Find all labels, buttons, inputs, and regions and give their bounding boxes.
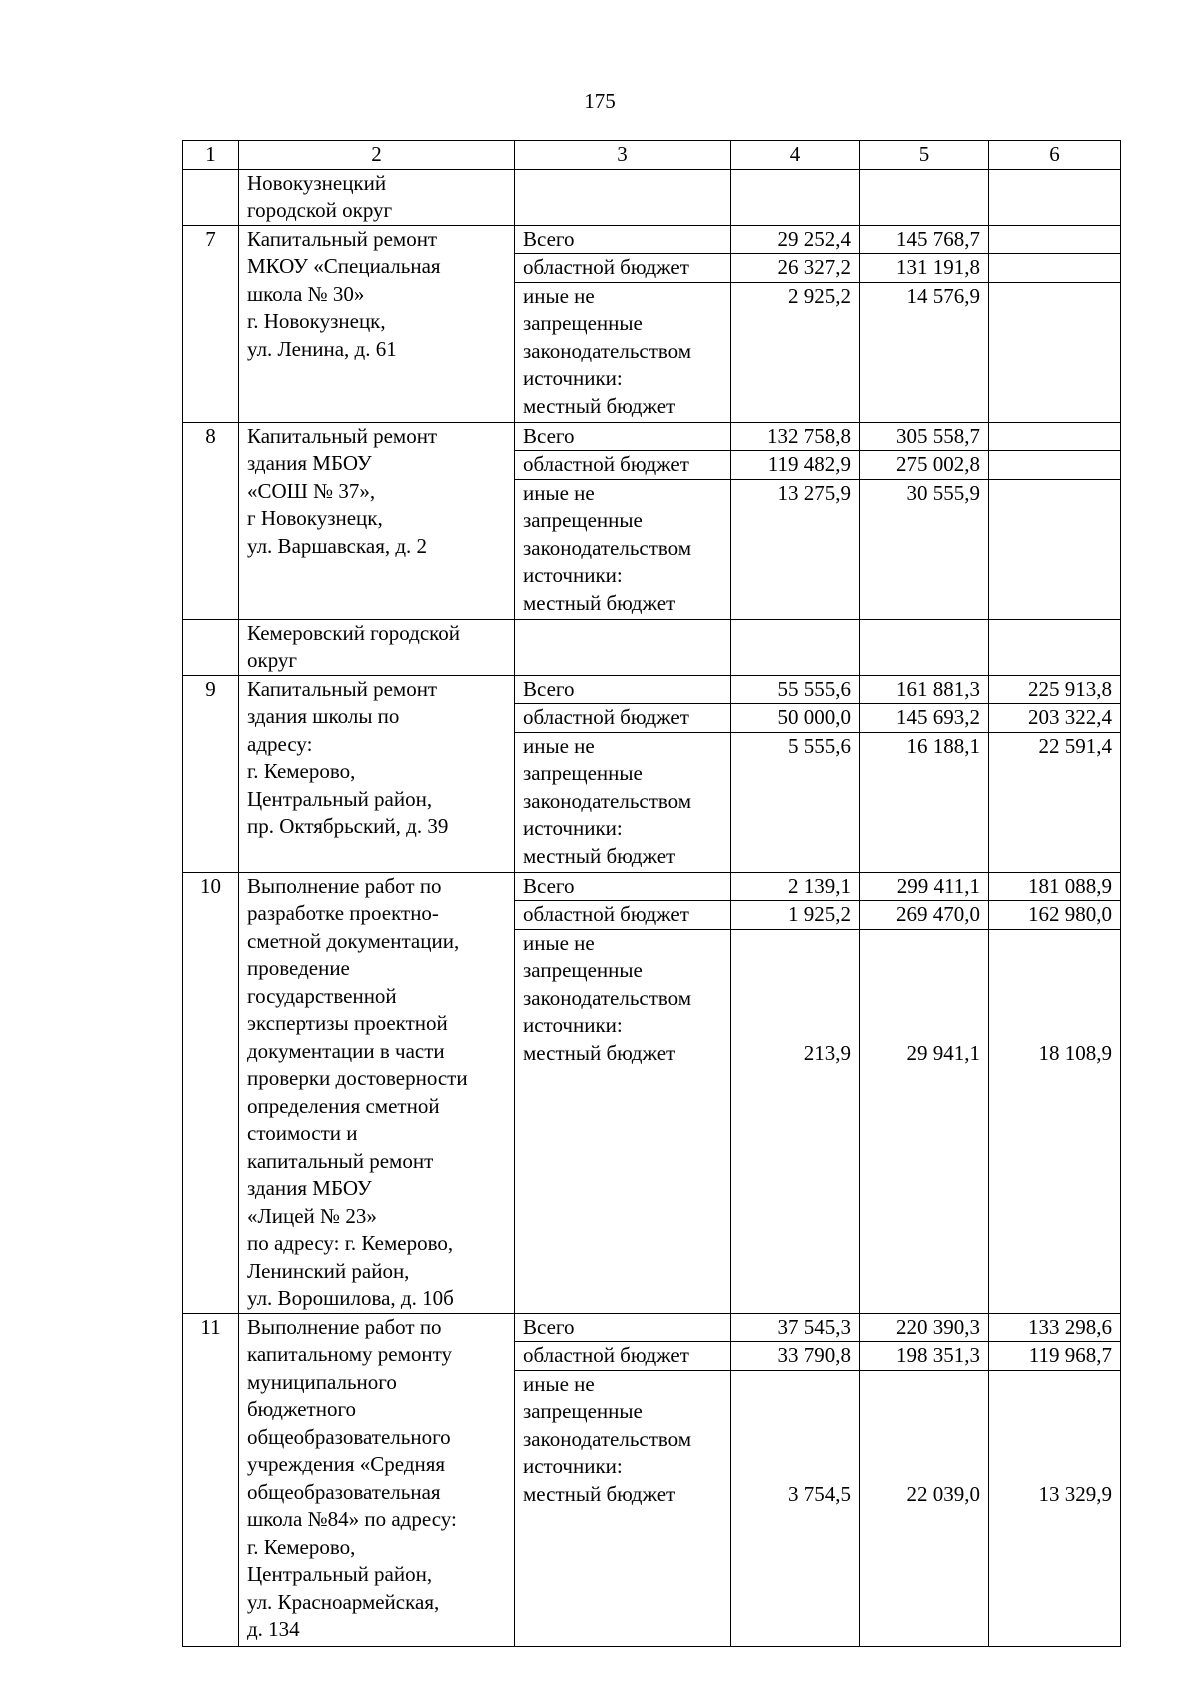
- value-cell: 299 411,1: [860, 872, 989, 901]
- value-cell: [989, 225, 1121, 254]
- funding-label: Всего: [515, 225, 731, 254]
- value-cell: [989, 422, 1121, 451]
- funding-label: иные не запрещенные законодательством источники: местный бюджет: [515, 479, 731, 619]
- value-cell: 33 790,8: [731, 1342, 860, 1371]
- value-cell: 269 470,0: [860, 901, 989, 930]
- value-cell: 22 591,4: [989, 732, 1121, 872]
- item-description: Выполнение работ по разработке проектно- сметной документации, проведение государственной экспертизы проектной документации в части проверки достоверности определения сметной стоимости и капитальный ремонт здания МБОУ «Лицей № 23» по адресу: г. Кемерово, Ленинский район, ул. Ворошилова, д. 10б: [239, 872, 515, 1313]
- page-number: 175: [584, 89, 616, 113]
- value-cell: [989, 254, 1121, 283]
- value-cell: 275 002,8: [860, 451, 989, 480]
- funding-label: областной бюджет: [515, 901, 731, 930]
- value-cell: 198 351,3: [860, 1342, 989, 1371]
- region-name: Кемеровский городской округ: [239, 619, 515, 675]
- item-description: Капитальный ремонт МКОУ «Специальная школа № 30» г. Новокузнецк, ул. Ленина, д. 61: [239, 225, 515, 422]
- value-cell: 16 188,1: [860, 732, 989, 872]
- value-cell: 18 108,9: [989, 929, 1121, 1313]
- header-cell: 6: [989, 141, 1121, 170]
- region-row: [183, 619, 1121, 675]
- empty-cell: [731, 619, 860, 675]
- value-cell: 29 941,1: [860, 929, 989, 1313]
- value-cell: 29 252,4: [731, 225, 860, 254]
- value-cell: 132 758,8: [731, 422, 860, 451]
- value-cell: 225 913,8: [989, 675, 1121, 704]
- funding-label: Всего: [515, 422, 731, 451]
- value-cell: 26 327,2: [731, 254, 860, 283]
- budget-table: [182, 140, 1121, 1647]
- row-number: 9: [183, 675, 239, 872]
- funding-label: Всего: [515, 872, 731, 901]
- empty-cell: [515, 169, 731, 225]
- item-description: Капитальный ремонт здания МБОУ «СОШ № 37», г Новокузнецк, ул. Варшавская, д. 2: [239, 422, 515, 619]
- funding-label: областной бюджет: [515, 451, 731, 480]
- empty-cell: [731, 169, 860, 225]
- value-cell: 22 039,0: [860, 1370, 989, 1646]
- value-cell: [989, 479, 1121, 619]
- funding-label: областной бюджет: [515, 704, 731, 733]
- funding-label: областной бюджет: [515, 254, 731, 283]
- value-cell: 13 275,9: [731, 479, 860, 619]
- value-cell: 5 555,6: [731, 732, 860, 872]
- row-number: 11: [183, 1313, 239, 1646]
- value-cell: [989, 282, 1121, 422]
- value-cell: 133 298,6: [989, 1313, 1121, 1342]
- value-cell: 220 390,3: [860, 1313, 989, 1342]
- empty-cell: [860, 619, 989, 675]
- empty-cell: [860, 169, 989, 225]
- table-row: [183, 675, 1121, 704]
- row-number: [183, 169, 239, 225]
- region-row: [183, 169, 1121, 225]
- value-cell: 2 139,1: [731, 872, 860, 901]
- value-cell: 14 576,9: [860, 282, 989, 422]
- funding-label: иные не запрещенные законодательством источники: местный бюджет: [515, 929, 731, 1313]
- value-cell: 305 558,7: [860, 422, 989, 451]
- row-number: [183, 619, 239, 675]
- funding-label: областной бюджет: [515, 1342, 731, 1371]
- table-row: [183, 1313, 1121, 1342]
- table-row: [183, 225, 1121, 254]
- empty-cell: [515, 619, 731, 675]
- value-cell: 1 925,2: [731, 901, 860, 930]
- empty-cell: [989, 619, 1121, 675]
- header-cell: 4: [731, 141, 860, 170]
- value-cell: 30 555,9: [860, 479, 989, 619]
- value-cell: 162 980,0: [989, 901, 1121, 930]
- value-cell: 145 768,7: [860, 225, 989, 254]
- header-row: [183, 141, 1121, 170]
- table-row: [183, 872, 1121, 901]
- funding-label: Всего: [515, 675, 731, 704]
- value-cell: 119 482,9: [731, 451, 860, 480]
- row-number: 8: [183, 422, 239, 619]
- header-cell: 3: [515, 141, 731, 170]
- value-cell: 3 754,5: [731, 1370, 860, 1646]
- table-row: [183, 422, 1121, 451]
- header-cell: 5: [860, 141, 989, 170]
- row-number: 10: [183, 872, 239, 1313]
- value-cell: [989, 451, 1121, 480]
- value-cell: 37 545,3: [731, 1313, 860, 1342]
- value-cell: 131 191,8: [860, 254, 989, 283]
- funding-label: иные не запрещенные законодательством источники: местный бюджет: [515, 732, 731, 872]
- value-cell: 50 000,0: [731, 704, 860, 733]
- funding-label: иные не запрещенные законодательством источники: местный бюджет: [515, 1370, 731, 1646]
- empty-cell: [989, 169, 1121, 225]
- region-name: Новокузнецкий городской округ: [239, 169, 515, 225]
- row-number: 7: [183, 225, 239, 422]
- value-cell: 161 881,3: [860, 675, 989, 704]
- value-cell: 119 968,7: [989, 1342, 1121, 1371]
- header-cell: 1: [183, 141, 239, 170]
- value-cell: 55 555,6: [731, 675, 860, 704]
- header-cell: 2: [239, 141, 515, 170]
- value-cell: 203 322,4: [989, 704, 1121, 733]
- funding-label: Всего: [515, 1313, 731, 1342]
- value-cell: 2 925,2: [731, 282, 860, 422]
- value-cell: 213,9: [731, 929, 860, 1313]
- value-cell: 145 693,2: [860, 704, 989, 733]
- item-description: Выполнение работ по капитальному ремонту муниципального бюджетного общеобразовательного учреждения «Средняя общеобразовательная школа №84» по адресу: г. Кемерово, Центральный район, ул. Красноармейская, д. 134: [239, 1313, 515, 1646]
- value-cell: 13 329,9: [989, 1370, 1121, 1646]
- item-description: Капитальный ремонт здания школы по адресу: г. Кемерово, Центральный район, пр. Октябрьский, д. 39: [239, 675, 515, 872]
- funding-label: иные не запрещенные законодательством источники: местный бюджет: [515, 282, 731, 422]
- value-cell: 181 088,9: [989, 872, 1121, 901]
